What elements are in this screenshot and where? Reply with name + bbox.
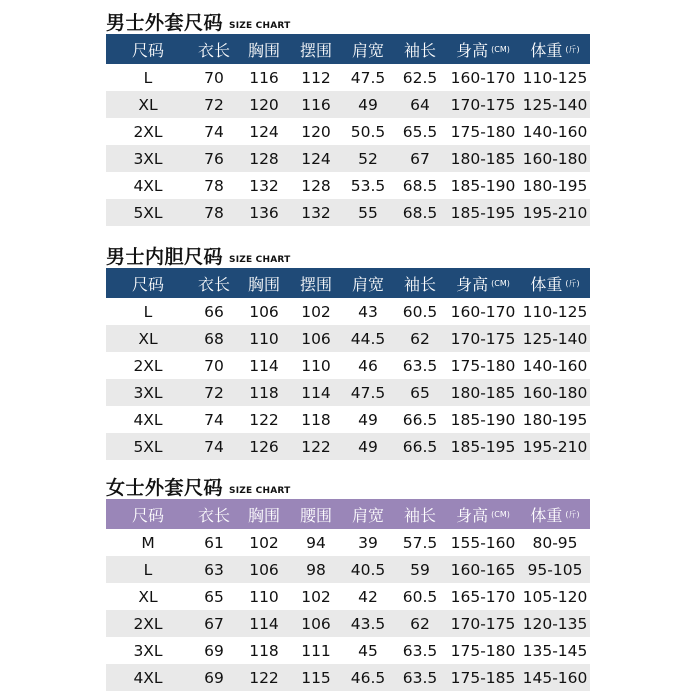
column-header [106, 34, 190, 64]
table-cell: 74 [204, 122, 224, 141]
table-cell: 111 [301, 641, 331, 660]
table-cell: 43 [358, 302, 378, 321]
table-row [106, 433, 590, 460]
size-cell: XL [138, 329, 158, 348]
column-header-label: 尺码 [131, 274, 164, 294]
table-cell: 155-160 [450, 533, 516, 552]
column-header-label: 身高 [456, 505, 489, 525]
table-cell: 110 [249, 329, 279, 348]
size-table-3 [106, 469, 590, 691]
column-header [238, 34, 290, 64]
column-header [394, 268, 446, 298]
size-cell: 5XL [133, 203, 163, 222]
table-cell: 180-195 [522, 176, 588, 195]
column-header-label: 袖长 [403, 505, 436, 525]
table-cell: 66.5 [402, 437, 438, 456]
column-header-label: 身高 [456, 274, 489, 294]
table-cell: 63.5 [402, 356, 438, 375]
table-cell: 76 [204, 149, 224, 168]
table-cell: 128 [301, 176, 331, 195]
size-table-2 [106, 238, 590, 460]
table-cell: 128 [249, 149, 279, 168]
column-header-label: 袖长 [403, 40, 436, 60]
column-header [190, 499, 238, 529]
table-cell: 61 [204, 533, 224, 552]
table-cell: 59 [410, 560, 430, 579]
table-cell: 122 [249, 668, 279, 687]
table-cell: 132 [249, 176, 279, 195]
size-cell: 4XL [133, 176, 163, 195]
column-header-label: 身高 [456, 40, 489, 60]
table-cell: 110-125 [522, 302, 588, 321]
table-cell: 165-170 [450, 587, 516, 606]
table-cell: 160-180 [522, 149, 588, 168]
column-header [342, 268, 394, 298]
column-header-unit: (斤) [565, 278, 580, 288]
table-title-text: 女士外套尺码 [106, 477, 224, 499]
table-row [106, 325, 590, 352]
table-cell: 110 [249, 587, 279, 606]
table-cell: 120 [249, 95, 279, 114]
table-row [106, 664, 590, 691]
table-cell: 80-95 [532, 533, 578, 552]
table-cell: 47.5 [350, 383, 386, 402]
column-header-unit: (CM) [491, 278, 510, 288]
size-cell: 4XL [133, 668, 163, 687]
column-header-label: 衣长 [197, 505, 230, 525]
size-cell: XL [138, 95, 158, 114]
table-cell: 175-180 [450, 122, 516, 141]
table-row [106, 610, 590, 637]
column-header [394, 499, 446, 529]
column-header-label: 袖长 [403, 274, 436, 294]
table-cell: 63 [204, 560, 224, 579]
table-cell: 175-180 [450, 356, 516, 375]
column-header [238, 268, 290, 298]
table-cell: 49 [358, 95, 378, 114]
table-cell: 50.5 [350, 122, 386, 141]
table-cell: 180-185 [450, 383, 516, 402]
table-cell: 106 [249, 560, 279, 579]
column-header [190, 268, 238, 298]
table-cell: 160-180 [522, 383, 588, 402]
table-cell: 114 [301, 383, 331, 402]
table-subtitle-text: SIZE CHART [229, 21, 291, 31]
table-cell: 114 [249, 356, 279, 375]
table-cell: 78 [204, 176, 224, 195]
table-cell: 114 [249, 614, 279, 633]
table-cell: 125-140 [522, 329, 588, 348]
table-cell: 110 [301, 356, 331, 375]
table-cell: 45 [358, 641, 378, 660]
table-cell: 185-195 [450, 203, 516, 222]
table-cell: 118 [249, 641, 279, 660]
table-row [106, 199, 590, 226]
table-row [106, 352, 590, 379]
table-cell: 66 [204, 302, 224, 321]
table-cell: 62.5 [402, 68, 438, 87]
table-header-row [106, 268, 590, 298]
table-cell: 70 [204, 356, 224, 375]
table-cell: 78 [204, 203, 224, 222]
table-row [106, 637, 590, 664]
table-cell: 57.5 [402, 533, 438, 552]
table-cell: 175-180 [450, 641, 516, 660]
table-cell: 132 [301, 203, 331, 222]
column-header-label: 肩宽 [351, 40, 384, 60]
column-header-unit: (斤) [565, 44, 580, 54]
column-header-label: 衣长 [197, 40, 230, 60]
table-cell: 66.5 [402, 410, 438, 429]
column-header [446, 499, 520, 529]
table-row [106, 379, 590, 406]
table-cell: 46 [358, 356, 378, 375]
table-cell: 118 [301, 410, 331, 429]
table-cell: 116 [301, 95, 331, 114]
table-subtitle-text: SIZE CHART [229, 486, 291, 496]
table-cell: 49 [358, 410, 378, 429]
column-header-label: 摆围 [299, 274, 332, 294]
size-cell: L [143, 560, 153, 579]
size-cell: 2XL [133, 356, 163, 375]
table-cell: 44.5 [350, 329, 386, 348]
size-cell: L [143, 68, 153, 87]
table-cell: 135-145 [522, 641, 588, 660]
table-cell: 46.5 [350, 668, 386, 687]
table-cell: 68.5 [402, 176, 438, 195]
table-cell: 72 [204, 383, 224, 402]
table-cell: 68 [204, 329, 224, 348]
table-cell: 65.5 [402, 122, 438, 141]
column-header-label: 体重 [530, 274, 563, 294]
column-header-label: 胸围 [247, 505, 280, 525]
size-cell: 3XL [133, 641, 163, 660]
table-cell: 69 [204, 641, 224, 660]
table-cell: 170-175 [450, 95, 516, 114]
table-cell: 112 [301, 68, 331, 87]
table-cell: 62 [410, 614, 430, 633]
table-cell: 185-195 [450, 437, 516, 456]
table-cell: 185-190 [450, 176, 516, 195]
table-cell: 67 [204, 614, 224, 633]
column-header-unit: (斤) [565, 509, 580, 519]
table-cell: 140-160 [522, 356, 588, 375]
table-cell: 40.5 [350, 560, 386, 579]
table-cell: 64 [410, 95, 430, 114]
column-header [342, 499, 394, 529]
table-cell: 47.5 [350, 68, 386, 87]
table-title-text: 男士内胆尺码 [106, 246, 224, 268]
table-title [106, 238, 290, 268]
table-cell: 115 [301, 668, 331, 687]
table-cell: 125-140 [522, 95, 588, 114]
table-row [106, 583, 590, 610]
table-cell: 60.5 [402, 302, 438, 321]
table-cell: 72 [204, 95, 224, 114]
table-row [106, 529, 590, 556]
table-cell: 106 [301, 614, 331, 633]
table-subtitle-text: SIZE CHART [229, 255, 291, 265]
column-header-label: 胸围 [247, 40, 280, 60]
table-row [106, 64, 590, 91]
table-title [106, 4, 290, 34]
table-cell: 170-175 [450, 329, 516, 348]
table-header-row [106, 499, 590, 529]
column-header-label: 体重 [530, 505, 563, 525]
column-header-label: 衣长 [197, 274, 230, 294]
table-cell: 105-120 [522, 587, 588, 606]
table-cell: 170-175 [450, 614, 516, 633]
table-cell: 136 [249, 203, 279, 222]
table-cell: 180-185 [450, 149, 516, 168]
column-header [520, 499, 590, 529]
table-cell: 124 [301, 149, 331, 168]
size-cell: 2XL [133, 614, 163, 633]
size-cell: 4XL [133, 410, 163, 429]
table-cell: 110-125 [522, 68, 588, 87]
column-header-label: 摆围 [299, 40, 332, 60]
table-row [106, 91, 590, 118]
table-row [106, 118, 590, 145]
table-cell: 140-160 [522, 122, 588, 141]
table-header-row [106, 34, 590, 64]
table-cell: 98 [306, 560, 326, 579]
size-cell: 3XL [133, 383, 163, 402]
table-cell: 122 [301, 437, 331, 456]
table-cell: 67 [410, 149, 430, 168]
column-header-label: 腰围 [299, 505, 332, 525]
table-cell: 74 [204, 437, 224, 456]
table-cell: 122 [249, 410, 279, 429]
table-cell: 68.5 [402, 203, 438, 222]
column-header [342, 34, 394, 64]
table-cell: 102 [301, 587, 331, 606]
table-cell: 62 [410, 329, 430, 348]
table-cell: 126 [249, 437, 279, 456]
table-cell: 185-190 [450, 410, 516, 429]
column-header [290, 499, 342, 529]
table-cell: 102 [301, 302, 331, 321]
column-header [238, 499, 290, 529]
column-header [106, 499, 190, 529]
table-cell: 116 [249, 68, 279, 87]
table-cell: 160-170 [450, 302, 516, 321]
table-cell: 55 [358, 203, 378, 222]
size-cell: XL [138, 587, 158, 606]
column-header [394, 34, 446, 64]
table-cell: 60.5 [402, 587, 438, 606]
column-header-label: 尺码 [131, 505, 164, 525]
table-cell: 160-170 [450, 68, 516, 87]
table-cell: 63.5 [402, 668, 438, 687]
table-row [106, 172, 590, 199]
table-row [106, 145, 590, 172]
column-header [290, 268, 342, 298]
table-row [106, 406, 590, 433]
table-cell: 94 [306, 533, 326, 552]
column-header-label: 尺码 [131, 40, 164, 60]
table-cell: 49 [358, 437, 378, 456]
table-cell: 106 [301, 329, 331, 348]
table-cell: 195-210 [522, 437, 588, 456]
column-header-unit: (CM) [491, 44, 510, 54]
table-cell: 52 [358, 149, 378, 168]
table-cell: 120 [301, 122, 331, 141]
column-header-label: 肩宽 [351, 505, 384, 525]
table-cell: 102 [249, 533, 279, 552]
column-header [290, 34, 342, 64]
column-header-label: 体重 [530, 40, 563, 60]
table-cell: 74 [204, 410, 224, 429]
table-cell: 63.5 [402, 641, 438, 660]
table-cell: 175-185 [450, 668, 516, 687]
table-cell: 42 [358, 587, 378, 606]
table-cell: 39 [358, 533, 378, 552]
table-title [106, 469, 290, 499]
table-cell: 124 [249, 122, 279, 141]
table-title-text: 男士外套尺码 [106, 12, 224, 34]
table-row [106, 556, 590, 583]
size-cell: M [141, 533, 155, 552]
table-cell: 70 [204, 68, 224, 87]
table-cell: 65 [410, 383, 430, 402]
column-header [106, 268, 190, 298]
column-header [190, 34, 238, 64]
table-cell: 95-105 [527, 560, 583, 579]
table-cell: 195-210 [522, 203, 588, 222]
column-header [520, 34, 590, 64]
table-cell: 43.5 [350, 614, 386, 633]
table-cell: 118 [249, 383, 279, 402]
table-cell: 160-165 [450, 560, 516, 579]
size-cell: 2XL [133, 122, 163, 141]
column-header-label: 胸围 [247, 274, 280, 294]
table-cell: 180-195 [522, 410, 588, 429]
column-header [446, 268, 520, 298]
column-header-label: 肩宽 [351, 274, 384, 294]
size-table-1 [106, 4, 590, 226]
table-cell: 106 [249, 302, 279, 321]
table-row [106, 298, 590, 325]
table-cell: 65 [204, 587, 224, 606]
table-cell: 53.5 [350, 176, 386, 195]
column-header [446, 34, 520, 64]
size-cell: L [143, 302, 153, 321]
table-cell: 69 [204, 668, 224, 687]
size-cell: 5XL [133, 437, 163, 456]
table-cell: 145-160 [522, 668, 588, 687]
table-cell: 120-135 [522, 614, 588, 633]
size-cell: 3XL [133, 149, 163, 168]
column-header [520, 268, 590, 298]
column-header-unit: (CM) [491, 509, 510, 519]
